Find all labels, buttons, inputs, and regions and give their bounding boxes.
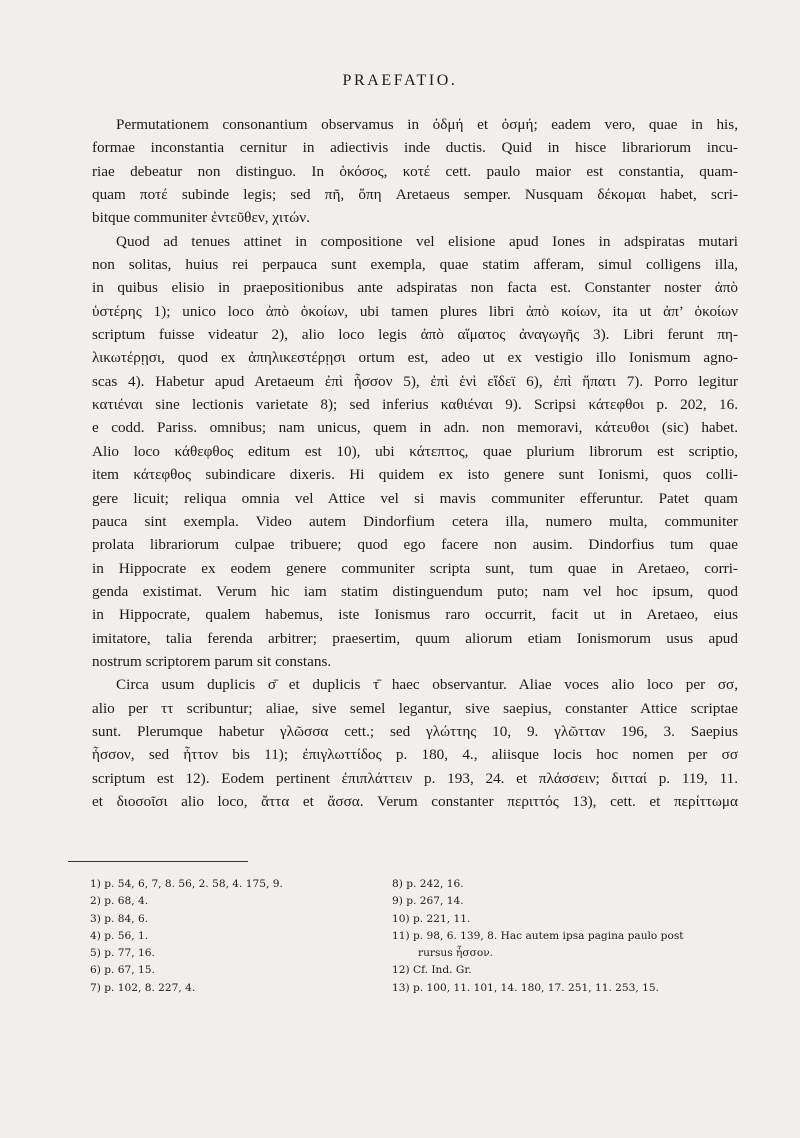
footnote: 10) p. 221, 11. <box>392 912 471 925</box>
text-line: quam ποτέ subinde legis; sed πῆ, ὅπη Aretaeus semper. Nusquam δέκομαι habet, scri- <box>92 186 738 204</box>
text-line: item κάτεφθος subindicare dixeris. Hi quidem ex isto genere sunt Ionismi, quos colli- <box>92 466 738 484</box>
text-line: nostrum scriptorem parum sit constans. <box>92 652 332 670</box>
footnote: 5) p. 77, 16. <box>90 947 155 960</box>
paragraph-2 <box>68 230 738 674</box>
footnote: 2) p. 68, 4. <box>90 895 149 908</box>
text-line: κατιέναι sine lectionis varietate 8); sed inferius καθιέναι 9). Scripsi κάτεφθοι p. 202, 16. <box>92 396 738 414</box>
text-line: gere licuit; reliqua omnia vel Attice vel si mavis communiter efferuntur. Patet quam <box>92 489 738 507</box>
text-line: bitque communiter ἐντεῦθεν, χιτών. <box>92 209 310 227</box>
text-line: scriptum est 12). Eodem pertinent ἐπιπλάττειν p. 193, 24. et πλάσσειν; διτταί p. 119, 11. <box>92 769 738 787</box>
footnote: 4) p. 56, 1. <box>90 929 149 942</box>
footnote: 6) p. 67, 15. <box>90 964 155 977</box>
page-title: PRAEFATIO. <box>342 72 458 89</box>
text-line: ὑστέρης 1); unico loco ἀπὸ ὁκοίων, ubi tamen plures libri ἀπὸ κοίων, ita ut ἀπ’ ὁκοίων <box>92 302 738 320</box>
footnote: 1) p. 54, 6, 7, 8. 56, 2. 58, 4. 175, 9. <box>90 878 283 890</box>
text-line: et διοσοῖσι alio loco, ἄττα et ἄσσα. Verum constanter περιττός 13), cett. et περίττωμα <box>92 792 738 810</box>
text-line: formae inconstantia cernitur in adiectivis inde ductis. Quid in hisce librariorum incu- <box>92 139 738 157</box>
text-line: sunt. Plerumque habetur γλῶσσα cett.; sed γλώττης 10, 9. γλῶτταν 196, 3. Saepius <box>92 722 738 740</box>
text-line: alio per ττ scribuntur; aliae, sive semel legantur, sive saepius, constanter Attice scriptae <box>92 699 738 717</box>
footnotes-left <box>90 876 370 997</box>
text-line: genda existimat. Verum hic iam statim distinguendum puto; nam vel hoc ipsum, quod <box>92 582 738 600</box>
text-line: prolata librariorum culpae tribuere; quod ego facere non ausim. Dindorfius tum quae <box>92 536 738 554</box>
footnote: 11) p. 98, 6. 139, 8. Hac autem ipsa pagina paulo post <box>392 929 684 942</box>
text-line: Permutationem consonantium observamus in ὀδμή et ὀσμή; eadem vero, quae in his, <box>116 116 738 133</box>
paragraph-1 <box>68 113 738 230</box>
footnote: 8) p. 242, 16. <box>392 878 464 890</box>
footnote: 7) p. 102, 8. 227, 4. <box>90 981 196 994</box>
footnote-continuation: rursus ἧσσον. <box>418 947 494 960</box>
footnote: 13) p. 100, 11. 101, 14. 180, 17. 251, 11. 253, 15. <box>392 981 659 994</box>
text-line: λικωτέρῃσι, quod ex ἀπηλικεστέρῃσι ortum est, adeo ut ex vestigio illo Ionismum agno- <box>92 349 738 367</box>
text-line: in Hippocrate, qualem habemus, iste Ionismus raro occurrit, facit ut in Aretaeo, eius <box>92 606 738 624</box>
footnote-divider <box>68 861 248 862</box>
footnote: 12) Cf. Ind. Gr. <box>392 964 472 977</box>
text-line: Quod ad tenues attinet in compositione vel elisione apud Iones in adspiratas mutari <box>116 232 738 250</box>
text-line: imitatore, talia ferenda arbitrer; praesertim, quum aliorum etiam Ionismorum usus apud <box>92 629 738 647</box>
body-text <box>68 113 738 813</box>
text-line: scriptum fuisse videatur 2), alio loco legis ἀπὸ αἵματος ἀναγωγῆς 3). Libri ferunt πη- <box>92 326 738 344</box>
text-line: non solitas, huius rei perpauca sunt exempla, quae statim afferam, simul colligens illa, <box>92 256 738 274</box>
text-line: pauca sint exempla. Video autem Dindorfium cetera illa, numero multa, communiter <box>92 512 738 530</box>
text-line: ἧσσον, sed ἧττον bis 11); ἐπιγλωττίδος p. 180, 4., aliisque locis hoc nomen per σσ <box>92 746 738 764</box>
text-line: scas 4). Habetur apud Aretaeum ἐπὶ ἧσσον 5), ἐπὶ ἑνὶ εἴδεϊ 6), ἐπὶ ἥπατι 7). Porro legitur <box>92 372 738 390</box>
footnote: 3) p. 84, 6. <box>90 912 149 925</box>
footnotes-right <box>392 876 732 997</box>
text-line: Circa usum duplicis σ̄ et duplicis τ̄ haec observantur. Aliae voces alio loco per σσ, <box>116 676 738 694</box>
text-line: riae debeatur non distinguo. In ὁκόσος, κοτέ cett. paulo maior est constantia, quam- <box>92 162 738 180</box>
footnote: 9) p. 267, 14. <box>392 895 464 908</box>
text-line: in Hippocrate ex eodem genere communiter scripta sunt, tum quae in Aretaeo, corri- <box>92 559 738 577</box>
text-line: Alio loco κάθεφθος editum est 10), ubi κάτεπτος, quae plurium librorum est scriptio, <box>92 442 738 460</box>
text-line: e codd. Pariss. omnibus; nam unicus, quem in adn. non memoravi, κάτευθοι (sic) habet. <box>92 419 738 437</box>
paragraph-3 <box>68 673 738 813</box>
text-line: in quibus elisio in praepositionibus ante adspiratas non facta est. Constanter noster ἀπὸ <box>92 279 738 297</box>
